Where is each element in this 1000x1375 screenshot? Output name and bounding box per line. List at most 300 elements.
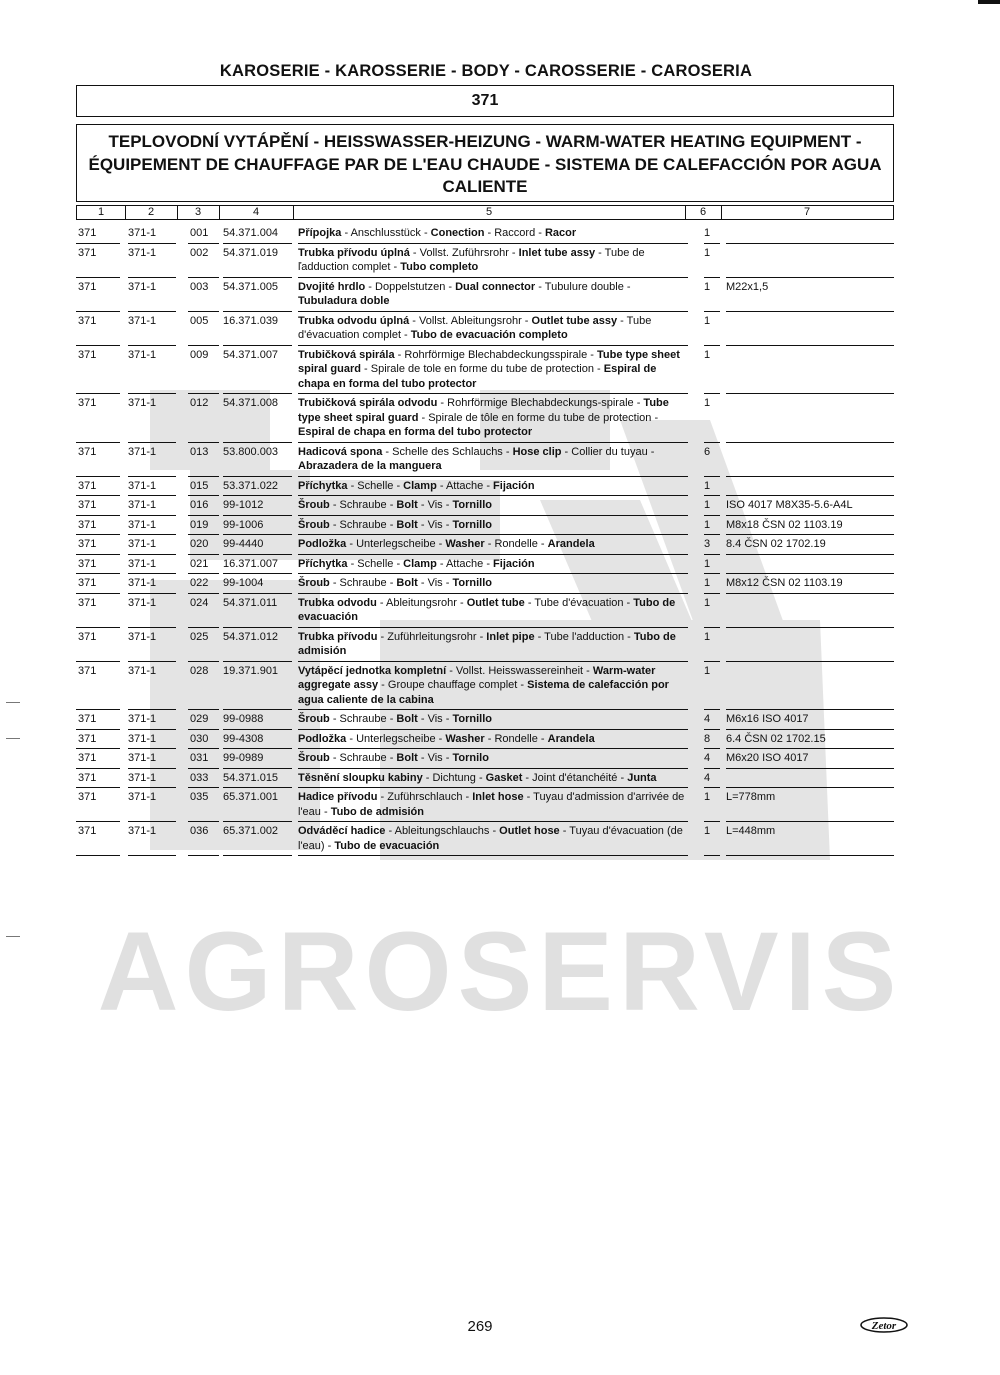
row-underline — [298, 277, 688, 278]
row-underline — [223, 855, 292, 856]
quantity-cell: 1 — [704, 596, 711, 609]
description-segment: Přípojka — [298, 227, 342, 239]
part-number-cell: 16.371.039 — [223, 314, 279, 327]
description-segment: - Schelle des Schlauchs - — [382, 445, 513, 458]
row-underline — [726, 787, 894, 788]
group-cell: 371 — [78, 752, 97, 764]
description-cell — [298, 246, 690, 275]
description-segment: Těsnění sloupku kabiny — [298, 771, 423, 784]
group-cell: 371 — [78, 557, 97, 570]
row-underline — [76, 277, 120, 278]
description-segment: - Ableitungsrohr - — [376, 596, 467, 609]
row-underline — [704, 729, 720, 730]
row-underline — [298, 495, 688, 496]
position-cell: 002 — [190, 246, 209, 259]
description-line — [298, 771, 690, 786]
quantity-cell: 4 — [704, 713, 711, 725]
row-underline — [726, 661, 894, 662]
description-segment: - Zuführschlauch - — [377, 791, 473, 803]
row-underline — [223, 821, 292, 822]
description-segment: Sistema de calefacción por — [527, 679, 669, 691]
description-segment: Trubka přívodu — [298, 630, 378, 643]
part-number-cell: 54.371.008 — [223, 397, 279, 409]
row-underline — [726, 573, 894, 574]
row-underline — [76, 821, 120, 822]
row-underline — [188, 311, 219, 312]
description-cell — [298, 557, 690, 572]
description-segment: - Tubulure double - — [535, 280, 631, 293]
column-header: 7 — [803, 206, 811, 218]
subgroup-cell: 371-1 — [128, 771, 157, 784]
description-segment: - Vollst. Heisswassereinheit - — [446, 664, 593, 677]
description-segment: Šroub — [298, 752, 330, 764]
row-underline — [128, 534, 176, 535]
group-cell: 371 — [78, 732, 97, 745]
row-underline — [704, 554, 720, 555]
quantity-cell: 4 — [704, 771, 711, 784]
group-cell: 371 — [78, 630, 97, 643]
part-number-cell: 54.371.011 — [223, 596, 278, 609]
row-underline — [704, 495, 720, 496]
row-underline — [188, 243, 219, 244]
description-segment: - Joint d'étanchéité - — [522, 771, 628, 784]
description-segment: - Schraube - — [329, 518, 397, 531]
row-underline — [704, 748, 720, 749]
description-segment: Inlet pipe — [486, 630, 535, 643]
description-segment: Abrazadera de la manguera — [298, 460, 442, 472]
part-number-cell: 99-0988 — [223, 713, 264, 725]
quantity-cell: 1 — [704, 791, 711, 803]
quantity-cell: 6 — [704, 445, 711, 458]
description-segment: - Spirale de tôle en forme du tube de protection - — [418, 411, 659, 424]
description-segment: Bolt — [396, 713, 418, 725]
position-cell: 036 — [190, 825, 209, 837]
table-row — [76, 445, 896, 478]
row-underline — [704, 476, 720, 477]
row-underline — [188, 573, 219, 574]
description-segment: Vytápěcí jednotka kompletní — [298, 664, 447, 677]
quantity-cell: 1 — [704, 664, 711, 677]
description-cell — [298, 280, 690, 309]
column-header: 1 — [77, 206, 126, 219]
row-underline — [76, 476, 120, 477]
row-underline — [704, 393, 720, 394]
description-cell — [298, 732, 690, 747]
part-number-cell: 54.371.012 — [223, 630, 279, 643]
position-cell: 033 — [190, 771, 209, 784]
description-line — [298, 630, 690, 645]
section-heading: KAROSERIE - KAROSSERIE - BODY - CAROSSERIE - CAROSERIA — [219, 62, 753, 80]
row-underline — [223, 534, 292, 535]
row-underline — [188, 277, 219, 278]
table-row — [76, 396, 896, 444]
description-segment: Šroub — [298, 713, 330, 725]
quantity-cell: 1 — [704, 518, 711, 531]
description-line — [298, 479, 690, 494]
description-segment: - Zuführleitungsrohr - — [377, 630, 487, 643]
zetor-logo-text: Zetor — [871, 1320, 897, 1332]
description-segment: - Doppelstutzen - — [365, 280, 456, 293]
description-line — [298, 693, 690, 708]
description-segment: Tornilo — [452, 752, 489, 764]
description-line — [298, 328, 690, 343]
description-segment: - Unterlegscheibe - — [346, 538, 446, 550]
quantity-cell: 1 — [704, 557, 711, 570]
row-underline — [128, 627, 176, 628]
note-cell: M6x20 ISO 4017 — [726, 752, 809, 764]
subgroup-cell: 371-1 — [128, 825, 157, 837]
description-segment: Inlet tube assy — [518, 246, 596, 259]
description-segment: Bolt — [396, 518, 418, 531]
row-underline — [223, 661, 292, 662]
subgroup-cell: 371-1 — [128, 397, 157, 409]
row-underline — [726, 729, 894, 730]
quantity-cell: 1 — [704, 280, 711, 293]
position-cell: 028 — [190, 664, 209, 677]
table-row — [76, 664, 896, 712]
description-segment: Tornillo — [452, 713, 492, 725]
row-underline — [223, 476, 292, 477]
row-underline — [188, 709, 219, 710]
row-underline — [298, 393, 688, 394]
description-cell — [298, 576, 690, 591]
description-segment: Trubka přívodu úplná — [298, 246, 410, 259]
group-cell: 371 — [78, 713, 97, 725]
row-underline — [704, 534, 720, 535]
part-number-cell: 54.371.005 — [223, 280, 279, 293]
description-segment: l'eau - — [298, 805, 331, 818]
description-segment: - Vis - — [417, 752, 453, 764]
description-line — [298, 790, 690, 805]
row-underline — [298, 311, 688, 312]
description-segment: - Dichtung - — [422, 771, 486, 784]
table-row — [76, 712, 896, 731]
quantity-cell: 1 — [704, 397, 711, 409]
description-segment: Clamp — [403, 479, 437, 492]
row-underline — [188, 442, 219, 443]
row-underline — [298, 627, 688, 628]
description-line — [298, 824, 690, 839]
row-underline — [76, 661, 120, 662]
group-cell: 371 — [78, 348, 97, 361]
watermark-text: AGROSERVIS — [97, 909, 903, 1034]
description-segment: - Schraube - — [329, 713, 397, 725]
subgroup-cell: 371-1 — [128, 791, 157, 803]
row-underline — [704, 627, 720, 628]
description-segment: Washer — [445, 538, 485, 550]
group-cell: 371 — [78, 397, 97, 409]
row-underline — [223, 393, 292, 394]
position-cell: 013 — [190, 445, 209, 458]
row-underline — [704, 768, 720, 769]
description-segment: Clamp — [403, 557, 437, 570]
subgroup-cell: 371-1 — [128, 713, 157, 725]
row-underline — [223, 573, 292, 574]
row-underline — [223, 495, 292, 496]
row-underline — [128, 709, 176, 710]
description-segment: Outlet tube assy — [531, 314, 618, 327]
description-cell — [298, 537, 690, 552]
description-segment: - Tube l'adduction - — [534, 630, 634, 643]
description-segment: Conection — [430, 227, 485, 239]
quantity-cell: 1 — [704, 825, 711, 837]
position-cell: 019 — [190, 518, 209, 531]
row-underline — [223, 554, 292, 555]
row-underline — [298, 243, 688, 244]
group-cell: 371 — [78, 499, 97, 511]
description-segment: Bolt — [396, 499, 418, 511]
description-segment: admisión — [298, 645, 347, 657]
table-row — [76, 246, 896, 279]
row-underline — [223, 729, 292, 730]
row-underline — [704, 277, 720, 278]
description-line — [298, 459, 690, 474]
description-line — [298, 596, 690, 611]
description-segment: ľadduction complet - — [298, 261, 401, 273]
row-underline — [128, 495, 176, 496]
row-underline — [223, 748, 292, 749]
description-line — [298, 839, 690, 854]
description-segment: - Schraube - — [329, 499, 397, 511]
part-number-cell: 54.371.004 — [223, 227, 279, 239]
description-segment: Fijación — [493, 479, 535, 492]
row-underline — [128, 515, 176, 516]
row-underline — [298, 442, 688, 443]
description-segment: Bolt — [396, 577, 418, 589]
row-underline — [223, 277, 292, 278]
row-underline — [188, 554, 219, 555]
zetor-logo — [860, 1317, 908, 1333]
subgroup-cell: 371-1 — [128, 630, 157, 643]
description-segment: Příchytka — [298, 479, 348, 492]
row-underline — [76, 573, 120, 574]
row-underline — [726, 495, 894, 496]
description-cell — [298, 712, 690, 727]
row-underline — [298, 661, 688, 662]
row-underline — [188, 748, 219, 749]
subgroup-cell: 371-1 — [128, 314, 157, 327]
column-header: 3 — [177, 206, 220, 219]
description-segment: Dvojité hrdlo — [298, 280, 366, 293]
description-segment: - Rondelle - — [484, 732, 548, 745]
description-line — [298, 260, 690, 275]
description-segment: Outlet tube — [466, 596, 525, 609]
group-cell: 371 — [78, 280, 97, 293]
row-underline — [188, 495, 219, 496]
position-cell: 025 — [190, 630, 209, 643]
note-cell: L=778mm — [726, 791, 776, 803]
description-segment: chapa en forma del tubo protector — [298, 377, 477, 390]
description-segment: Warm-water — [592, 664, 656, 677]
description-cell — [298, 824, 690, 853]
position-cell: 012 — [190, 397, 209, 409]
row-underline — [223, 787, 292, 788]
part-number-cell: 99-1012 — [223, 499, 264, 511]
position-cell: 015 — [190, 479, 209, 492]
note-cell: M8x12 ČSN 02 1103.19 — [726, 577, 843, 589]
description-segment: - Raccord - — [484, 227, 545, 239]
description-segment: Hadicová spona — [298, 445, 383, 458]
description-line — [298, 712, 690, 727]
subgroup-cell: 371-1 — [128, 280, 157, 293]
description-segment: Tubo de — [633, 630, 676, 643]
description-segment: Podložka — [298, 732, 347, 745]
row-underline — [704, 661, 720, 662]
part-number-cell: 99-1006 — [223, 518, 264, 531]
note-cell: ISO 4017 M8X35-5.6-A4L — [726, 499, 853, 511]
position-cell: 020 — [190, 538, 209, 550]
table-row — [76, 557, 896, 576]
column-header: 5 — [293, 206, 686, 219]
row-underline — [726, 277, 894, 278]
description-segment: Hose clip — [512, 445, 562, 458]
description-segment: - Spirale de tole en forme du tube de protection - — [360, 363, 604, 375]
group-number-box — [76, 85, 894, 117]
row-underline — [298, 345, 688, 346]
position-cell: 005 — [190, 314, 209, 327]
description-segment: Dual connector — [455, 280, 536, 293]
description-segment: - Vis - — [417, 713, 453, 725]
description-line — [298, 226, 690, 241]
group-cell: 371 — [78, 246, 97, 259]
description-segment: - Vollst. Ableitungsrohr - — [409, 314, 532, 327]
row-underline — [298, 534, 688, 535]
row-underline — [726, 476, 894, 477]
row-underline — [128, 787, 176, 788]
subgroup-cell: 371-1 — [128, 557, 157, 570]
note-cell: L=448mm — [726, 825, 776, 837]
row-underline — [726, 593, 894, 594]
note-cell: M6x16 ISO 4017 — [726, 713, 809, 725]
row-underline — [128, 661, 176, 662]
description-cell — [298, 479, 690, 494]
group-cell: 371 — [78, 791, 97, 803]
part-number-cell: 54.371.007 — [223, 348, 279, 361]
description-segment: Tube type sheet — [596, 348, 680, 361]
description-line — [298, 498, 690, 513]
group-title-line: CALIENTE — [442, 177, 528, 196]
description-segment: Junta — [627, 771, 657, 784]
position-cell: 031 — [190, 752, 209, 764]
row-underline — [76, 729, 120, 730]
description-segment: - Tube — [617, 314, 652, 327]
part-number-cell: 65.371.002 — [223, 825, 279, 837]
row-underline — [76, 855, 120, 856]
subgroup-cell: 371-1 — [128, 479, 157, 492]
row-underline — [298, 787, 688, 788]
description-segment: - Tube d'évacuation - — [524, 596, 634, 609]
row-underline — [704, 345, 720, 346]
description-segment: - Tuyau d'évacuation (de — [559, 825, 683, 837]
row-underline — [726, 515, 894, 516]
description-cell — [298, 445, 690, 474]
row-underline — [223, 442, 292, 443]
table-row — [76, 537, 896, 556]
row-underline — [223, 311, 292, 312]
part-number-cell: 54.371.019 — [223, 246, 279, 259]
description-cell — [298, 771, 690, 786]
row-underline — [76, 442, 120, 443]
row-underline — [188, 476, 219, 477]
description-segment: Trubičková spirála odvodu — [298, 397, 438, 409]
row-underline — [188, 821, 219, 822]
description-segment: Arandela — [547, 538, 595, 550]
description-line — [298, 732, 690, 747]
row-underline — [76, 243, 120, 244]
description-line — [298, 610, 690, 625]
page-number: 269 — [467, 1318, 493, 1335]
group-cell: 371 — [78, 825, 97, 837]
subgroup-cell: 371-1 — [128, 499, 157, 511]
row-underline — [128, 277, 176, 278]
description-segment: - Vis - — [417, 518, 453, 531]
description-segment: Washer — [445, 732, 485, 745]
table-row — [76, 630, 896, 663]
description-segment: aggregate assy — [298, 679, 379, 691]
description-line — [298, 411, 690, 426]
row-underline — [704, 515, 720, 516]
row-underline — [128, 768, 176, 769]
row-underline — [128, 311, 176, 312]
row-underline — [188, 393, 219, 394]
quantity-cell: 1 — [704, 314, 711, 327]
description-segment: - Vis - — [417, 499, 453, 511]
row-underline — [76, 554, 120, 555]
row-underline — [188, 855, 219, 856]
row-underline — [704, 709, 720, 710]
row-underline — [726, 748, 894, 749]
description-segment: Tubo de admisión — [330, 805, 424, 818]
description-line — [298, 751, 690, 766]
part-number-cell: 19.371.901 — [223, 664, 279, 677]
description-segment: Racor — [544, 227, 577, 239]
quantity-cell: 1 — [704, 246, 711, 259]
description-segment: Tubo de — [633, 596, 676, 609]
row-underline — [76, 393, 120, 394]
description-line — [298, 518, 690, 533]
quantity-cell: 1 — [704, 499, 711, 511]
table-row — [76, 348, 896, 396]
row-underline — [726, 534, 894, 535]
column-header: 4 — [219, 206, 294, 219]
subgroup-cell: 371-1 — [128, 246, 157, 259]
description-segment: - Collier du tuyau - — [561, 445, 655, 458]
table-row — [76, 751, 896, 770]
group-title-line: TEPLOVODNÍ VYTÁPĚNÍ - HEISSWASSER-HEIZUNG - WARM-WATER HEATING EQUIPMENT - — [108, 132, 862, 151]
row-underline — [76, 495, 120, 496]
description-segment: - Vis - — [417, 577, 453, 589]
description-line — [298, 362, 690, 377]
row-underline — [704, 573, 720, 574]
group-number: 371 — [471, 92, 499, 109]
row-underline — [298, 729, 688, 730]
row-underline — [704, 593, 720, 594]
position-cell: 035 — [190, 791, 209, 803]
note-cell: M22x1,5 — [726, 280, 769, 293]
description-segment: Tubuladura doble — [298, 295, 390, 307]
column-header: 6 — [685, 206, 722, 219]
description-segment: Tornillo — [452, 499, 492, 511]
table-row — [76, 226, 896, 245]
row-underline — [223, 768, 292, 769]
description-segment: agua caliente de la cabina — [298, 693, 434, 706]
description-segment: Tornillo — [452, 577, 492, 589]
row-underline — [726, 768, 894, 769]
row-underline — [726, 393, 894, 394]
description-segment: Tornillo — [452, 518, 492, 531]
quantity-cell: 1 — [704, 227, 711, 239]
group-cell: 371 — [78, 596, 97, 609]
